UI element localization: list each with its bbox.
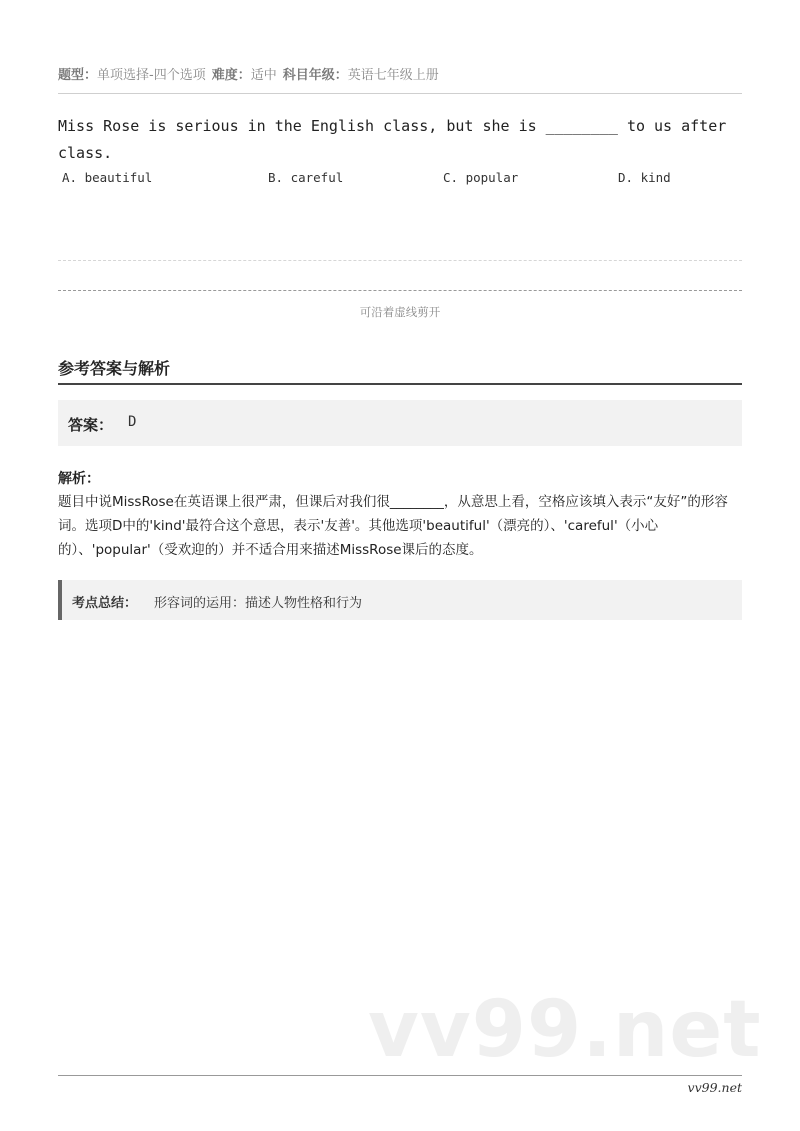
option-c[interactable]: C. popular xyxy=(443,170,519,185)
question-text: Miss Rose is serious in the English class, but she is ________ to us after class. xyxy=(58,117,727,162)
analysis-label: 解析： xyxy=(58,471,100,487)
answer-value: D xyxy=(128,414,137,430)
analysis-text: 题目中说MissRose在英语课上很严肃，但课后对我们很________，从意思上看，空格应该填入表示“友好”的形容词。选项D中的'kind'最符合这个意思，表示'友善'。其他选项'beautiful'（漂亮的）、'careful'（小心的）、'popular'（受欢迎的）并不适合用来描述MissRose课后的态度。 xyxy=(58,494,728,558)
type-label: 题型： xyxy=(58,68,98,83)
answer-section-title: 参考答案与解析 xyxy=(58,359,171,378)
subject-label: 科目年级： xyxy=(282,68,348,83)
option-d[interactable]: D. kind xyxy=(618,170,671,185)
top-divider xyxy=(58,93,742,94)
section-divider xyxy=(58,383,742,385)
dashed-line-light xyxy=(58,260,742,261)
difficulty-value: 适中 xyxy=(250,68,277,83)
subject-value: 英语七年级上册 xyxy=(347,68,439,83)
answer-label: 答案： xyxy=(68,416,114,434)
options-row xyxy=(62,170,742,188)
answer-box xyxy=(58,400,742,446)
cut-dashed-line xyxy=(58,290,742,291)
watermark: vv99.net xyxy=(368,985,762,1075)
difficulty-label: 难度： xyxy=(211,68,251,83)
footer-divider xyxy=(58,1075,742,1076)
summary-box xyxy=(58,580,742,620)
cut-note: 可沿着虚线剪开 xyxy=(359,305,441,319)
summary-value: 形容词的运用：描述人物性格和行为 xyxy=(154,596,363,611)
question-meta xyxy=(58,64,742,83)
summary-label: 考点总结： xyxy=(72,596,138,611)
footer-site: vv99.net xyxy=(687,1080,742,1095)
option-a[interactable]: A. beautiful xyxy=(62,170,153,185)
type-value: 单项选择-四个选项 xyxy=(97,68,206,83)
option-b[interactable]: B. careful xyxy=(268,170,344,185)
